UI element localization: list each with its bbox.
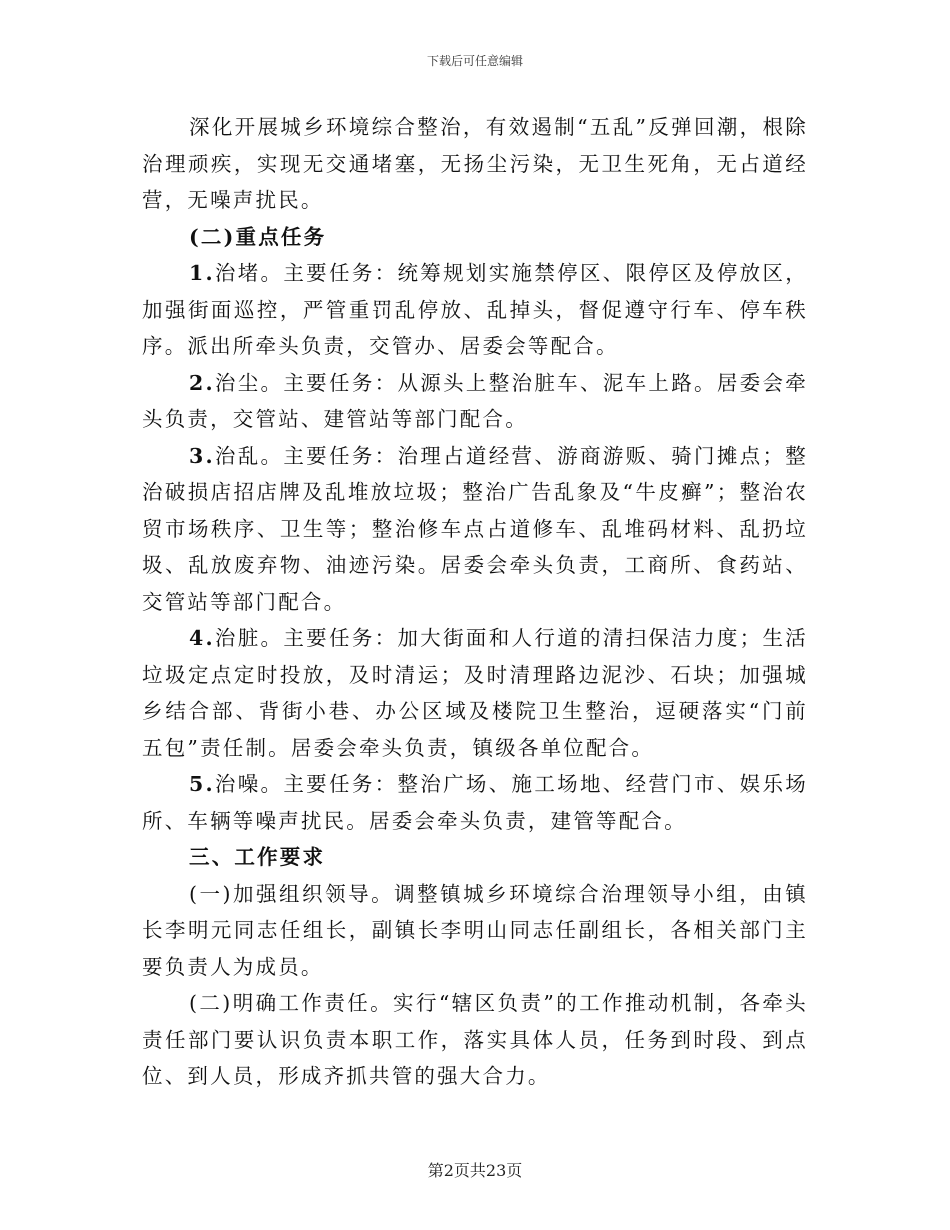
task-text: 治噪。主要任务：整治广场、施工场地、经营门市、娱乐场所、车辆等噪声扰民。居委会牵头负责，建管等配合。 [142, 772, 808, 833]
paragraph: 深化开展城乡环境综合整治，有效遏制“五乱”反弹回潮，根除治理顽疾，实现无交通堵塞，无扬尘污染，无卫生死角，无占道经营，无噪声扰民。 [142, 115, 808, 212]
task-item [142, 365, 808, 438]
task-text: 治乱。主要任务：治理占道经营、游商游贩、骑门摊点；整治破损店招店牌及乱堆放垃圾；整治广告乱象及“牛皮癣”；整治农贸市场秩序、卫生等；整治修车点占道修车、乱堆码材料、乱扔垃圾、乱放废弃物、油迹污染。居委会牵头负责，工商所、食药站、交管站等部门配合。 [142, 443, 808, 614]
task-number: 3. [189, 443, 215, 468]
page-footer: 第2页共23页 [427, 1161, 523, 1180]
page-header: 下载后可任意编辑 [426, 54, 523, 68]
task-text: 治堵。主要任务：统筹规划实施禁停区、限停区及停放区，加强街面巡控，严管重罚乱停放、乱掉头，督促遵守行车、停车秩序。派出所牵头负责，交管办、居委会等配合。 [142, 261, 808, 358]
task-item [142, 255, 808, 365]
task-item [142, 620, 808, 766]
task-number: 1. [189, 261, 215, 285]
document-body [142, 109, 808, 1095]
task-item [142, 438, 808, 621]
task-number: 2. [189, 370, 215, 395]
paragraph: (二)明确工作责任。实行“辖区负责”的工作推动机制，各牵头责任部门要认识负责本职工作，落实具体人员，任务到时段、到点位、到人员，形成齐抓共管的强大合力。 [142, 991, 808, 1088]
task-text: 治尘。主要任务：从源头上整治脏车、泥车上路。居委会牵头负责，交管站、建管站等部门配合。 [142, 370, 808, 431]
task-number: 5. [189, 772, 215, 796]
paragraph: (一)加强组织领导。调整镇城乡环境综合治理领导小组，由镇长李明元同志任组长，副镇长李明山同志任副组长，各相关部门主要负责人为成员。 [142, 881, 808, 979]
section-heading: (二)重点任务 [189, 224, 327, 249]
task-number: 4. [189, 626, 215, 650]
section-heading: 三、工作要求 [189, 845, 326, 869]
task-text: 治脏。主要任务：加大街面和人行道的清扫保洁力度；生活垃圾定点定时投放，及时清运；及时清理路边泥沙、石块；加强城乡结合部、背街小巷、办公区域及楼院卫生整治，逗硬落实“门前五包”责任制。居委会牵头负责，镇级各单位配合。 [142, 626, 808, 760]
task-item [142, 766, 808, 839]
